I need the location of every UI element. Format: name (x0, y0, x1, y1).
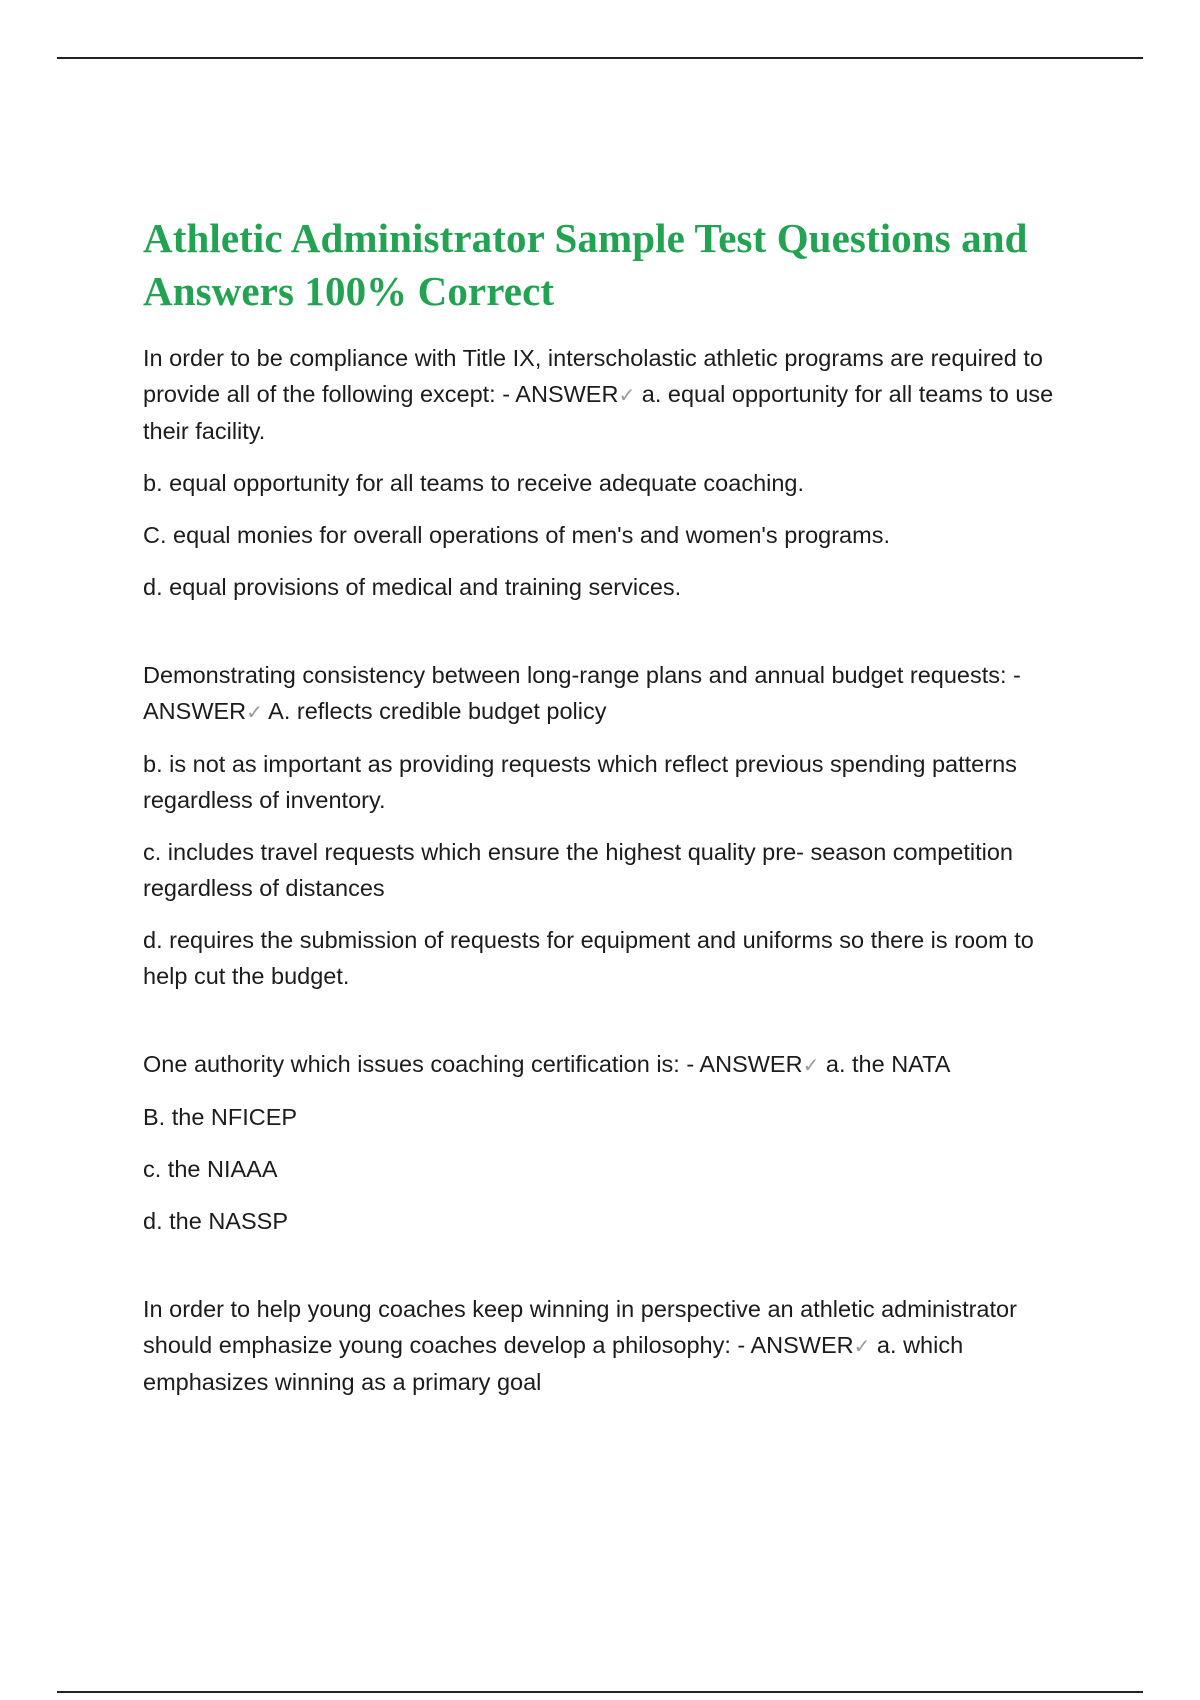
answer-text: a. equal opportunity for all teams to use their facility. (143, 381, 1054, 444)
check-icon: ✓ (853, 1334, 871, 1358)
document-body (143, 212, 1058, 1400)
answer-option: b. equal opportunity for all teams to receive adequate coaching. (143, 470, 805, 496)
question-text: In order to help young coaches keep winning in perspective an athletic administrator should emphasize young coaches develop a philosophy: - ANSWER (143, 1296, 1017, 1358)
question-block (143, 340, 1058, 605)
top-rule (57, 57, 1143, 59)
question-prompt (143, 1291, 1058, 1400)
question-block (143, 1291, 1058, 1400)
answer-option: C. equal monies for overall operations of men's and women's programs. (143, 522, 890, 548)
answer-option: d. the NASSP (143, 1208, 288, 1234)
question-prompt (143, 657, 1058, 730)
question-text: Demonstrating consistency between long-range plans and annual budget requests: - ANSWER (143, 662, 1021, 724)
check-icon: ✓ (246, 700, 263, 724)
question-text: One authority which issues coaching certification is: - ANSWER (143, 1051, 803, 1077)
answer-option: c. the NIAAA (143, 1156, 278, 1182)
answer-option: d. requires the submission of requests for equipment and uniforms so there is room to help cut the budget. (143, 927, 1034, 989)
bottom-rule (57, 1691, 1143, 1693)
answer-text: a. which emphasizes winning as a primary goal (143, 1332, 964, 1395)
answer-option: B. the NFICEP (143, 1104, 298, 1130)
question-prompt (143, 340, 1058, 449)
check-icon: ✓ (618, 383, 636, 407)
answer-option: c. includes travel requests which ensure the highest quality pre- season competition regardless of distances (143, 839, 1013, 901)
answer-text: a. the NATA (819, 1051, 951, 1077)
document-title: Athletic Administrator Sample Test Questions and Answers 100% Correct (143, 215, 1028, 314)
question-prompt (143, 1046, 1058, 1083)
question-block (143, 657, 1058, 994)
question-text: In order to be compliance with Title IX, interscholastic athletic programs are required to provide all of the following except: - ANSWER (143, 345, 1043, 407)
check-icon: ✓ (802, 1053, 820, 1077)
answer-option: d. equal provisions of medical and training services. (143, 574, 682, 600)
question-block (143, 1046, 1058, 1239)
answer-text: A. reflects credible budget policy (262, 698, 607, 724)
answer-option: b. is not as important as providing requests which reflect previous spending patterns regardless of inventory. (143, 751, 1017, 813)
